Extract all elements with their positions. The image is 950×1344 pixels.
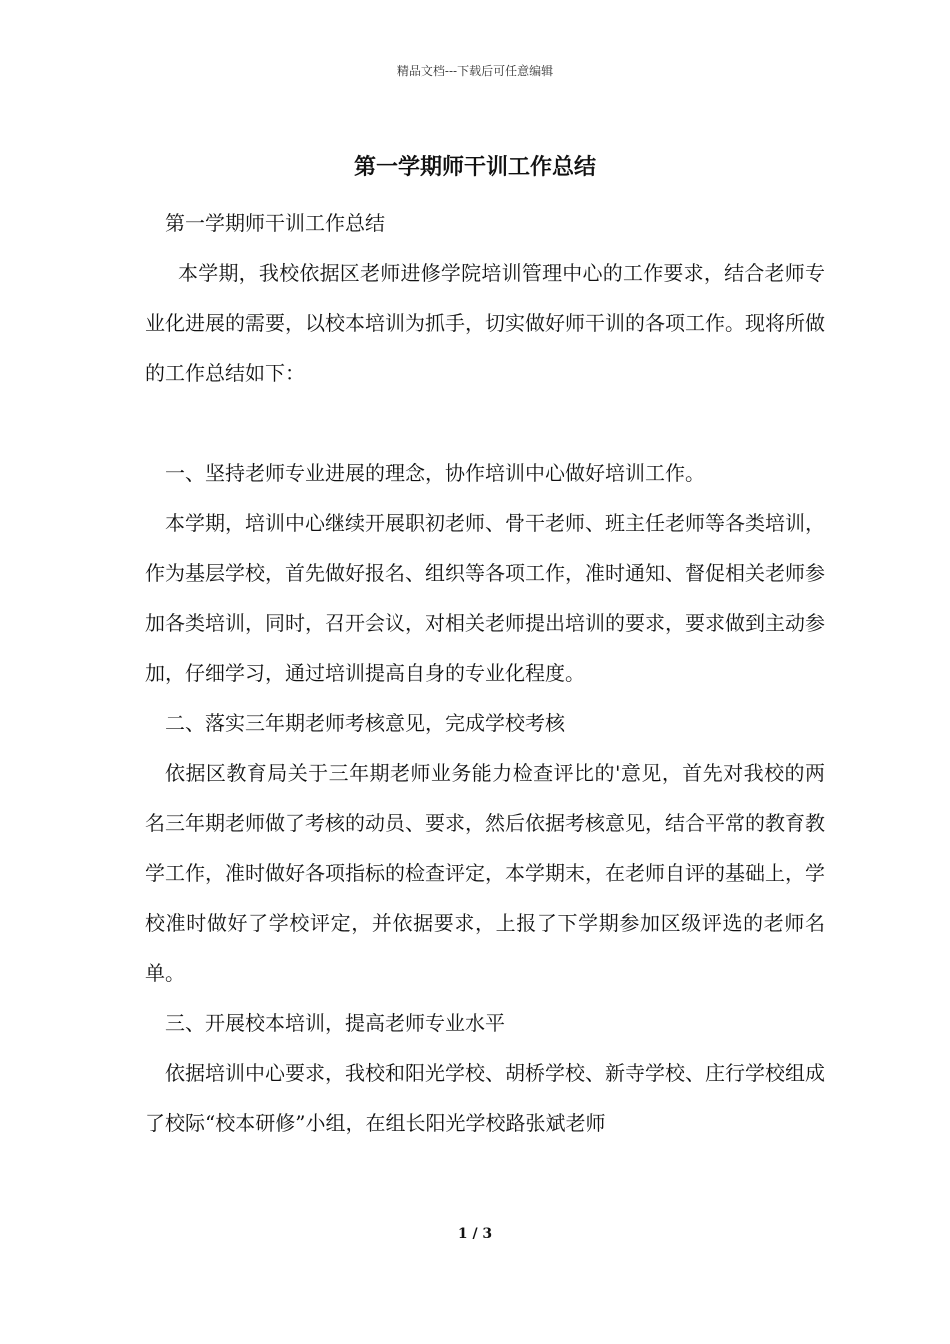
section-heading-3: 三、开展校本培训，提高老师专业水平 xyxy=(165,1011,505,1035)
section-heading-1: 一、坚持老师专业进展的理念，协作培训中心做好培训工作。 xyxy=(165,461,705,485)
body-paragraph-1: 本学期，培训中心继续开展职初老师、骨干老师、班主任老师等各类培训，作为基层学校，首先做好报名、组织等各项工作，准时通知、督促相关老师参加各类培训，同时，召开会议，对相关老师提出培训的要求，要求做到主动参加，仔细学习，通过培训提高自身的专业化程度。 xyxy=(145,511,825,685)
intro-paragraph: 本学期，我校依据区老师进修学院培训管理中心的工作要求，结合老师专业化进展的需要，以校本培训为抓手，切实做好师干训的各项工作。现将所做的工作总结如下： xyxy=(145,261,825,385)
document-title: 第一学期师干训工作总结 xyxy=(353,154,596,180)
subtitle-paragraph: 第一学期师干训工作总结 xyxy=(165,211,385,235)
section-heading-2: 二、落实三年期老师考核意见，完成学校考核 xyxy=(165,711,565,735)
body-paragraph-3: 依据培训中心要求，我校和阳光学校、胡桥学校、新寺学校、庄行学校组成了校际“校本研修”小组，在组长阳光学校路张斌老师 xyxy=(145,1061,825,1135)
body-paragraph-2: 依据区教育局关于三年期老师业务能力检查评比的'意见，首先对我校的两名三年期老师做了考核的动员、要求，然后依据考核意见，结合平常的教育教学工作，准时做好各项指标的检查评定，本学期末，在老师自评的基础上，学校准时做好了学校评定，并依据要求，上报了下学期参加区级评选的老师名单。 xyxy=(145,761,825,985)
paragraph-spacer xyxy=(145,398,825,448)
document-body xyxy=(145,198,825,1148)
header-note: 精品文档---下载后可任意编辑 xyxy=(396,64,554,78)
page-number: 1 / 3 xyxy=(457,1226,493,1242)
